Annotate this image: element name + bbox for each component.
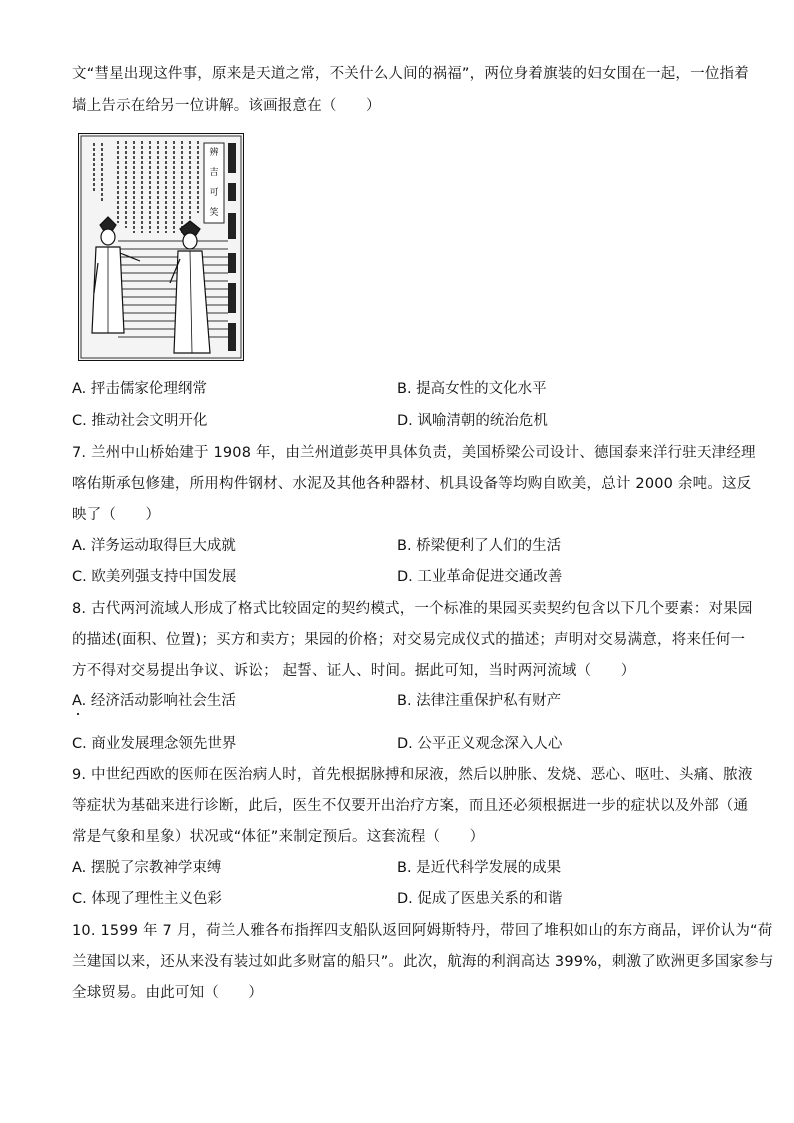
q9-option-a: A. 摆脱了宗教神学束缚 xyxy=(72,860,222,876)
q8-option-d: D. 公平正义观念深入人心 xyxy=(397,736,563,752)
q7-stem-line-1: 7. 兰州中山桥始建于 1908 年，由兰州道彭英甲具体负责，美国桥梁公司设计、德国泰来洋行驻天津经理 xyxy=(72,445,756,461)
q6-stem-line-2: 墙上告示在给另一位讲解。该画报意在（ ） xyxy=(72,98,381,114)
q10-stem-line-3: 全球贸易。由此可知（ ） xyxy=(72,985,264,1001)
q9-option-c: C. 体现了理性主义色彩 xyxy=(72,891,222,907)
q7-option-c: C. 欧美列强支持中国发展 xyxy=(72,569,237,585)
q8-option-b: B. 法律注重保护私有财产 xyxy=(397,693,562,709)
figure-title-char-1: 辨 xyxy=(209,148,219,158)
q6-stem-line-1: 文“彗星出现这件事，原来是天道之常，不关什么人间的祸福”，两位身着旗装的妇女围在一起，一位指着 xyxy=(72,66,749,82)
q9-option-b: B. 是近代科学发展的成果 xyxy=(397,860,562,876)
stray-dot xyxy=(77,713,79,715)
q6-option-d: D. 讽喻清朝的统治危机 xyxy=(397,413,548,429)
q7-option-b: B. 桥梁便利了人们的生活 xyxy=(397,538,562,554)
q8-stem-line-2: 的描述(面积、位置)；买方和卖方；果园的价格；对交易完成仪式的描述；声明对交易满意，将来任何一 xyxy=(72,632,746,648)
q7-stem-line-3: 映了（ ） xyxy=(72,507,161,523)
q7-stem-line-2: 喀佑斯承包修建，所用构件钢材、水泥及其他各种器材、机具设备等均购自欧美，总计 2000 余吨。这反 xyxy=(72,476,752,492)
q9-stem-line-3: 常是气象和星象）状况或“体征”来制定预后。这套流程（ ） xyxy=(72,829,485,845)
q6-option-c: C. 推动社会文明开化 xyxy=(72,413,208,429)
q6-illustration xyxy=(78,133,244,361)
q8-stem-line-3: 方不得对交易提出争议、诉讼； 起誓、证人、时间。据此可知，当时两河流域（ ） xyxy=(72,663,636,679)
q8-stem-line-1: 8. 古代两河流域人形成了格式比较固定的契约模式，一个标准的果园买卖契约包含以下几个要素：对果园 xyxy=(72,601,753,617)
svg-text:吉: 吉 xyxy=(209,168,219,178)
q10-stem-line-1: 10. 1599 年 7 月，荷兰人雅各布指挥四支船队返回阿姆斯特丹，带回了堆积如山的东方商品，评价认为“荷 xyxy=(72,923,773,939)
q7-option-d: D. 工业革命促进交通改善 xyxy=(397,569,563,585)
q7-option-a: A. 洋务运动取得巨大成就 xyxy=(72,538,236,554)
svg-text:可: 可 xyxy=(209,188,219,198)
q8-option-a: A. 经济活动影响社会生活 xyxy=(72,693,236,709)
svg-text:笑: 笑 xyxy=(209,208,219,218)
q9-option-d: D. 促成了医患关系的和谐 xyxy=(397,891,563,907)
q8-option-c: C. 商业发展理念领先世界 xyxy=(72,736,237,752)
q9-stem-line-1: 9. 中世纪西欧的医师在医治病人时，首先根据脉搏和尿液，然后以肿胀、发烧、恶心、呕吐、头痛、脓液 xyxy=(72,767,753,783)
q10-stem-line-2: 兰建国以来，还从来没有装过如此多财富的船只”。此次，航海的利润高达 399%，刺激了欧洲更多国家参与 xyxy=(72,954,774,970)
q6-option-b: B. 提高女性的文化水平 xyxy=(397,381,547,397)
q6-option-a: A. 抨击儒家伦理纲常 xyxy=(72,381,207,397)
q9-stem-line-2: 等症状为基础来进行诊断，此后，医生不仅要开出治疗方案，而且还必须根据进一步的症状以及外部（通 xyxy=(72,798,749,814)
